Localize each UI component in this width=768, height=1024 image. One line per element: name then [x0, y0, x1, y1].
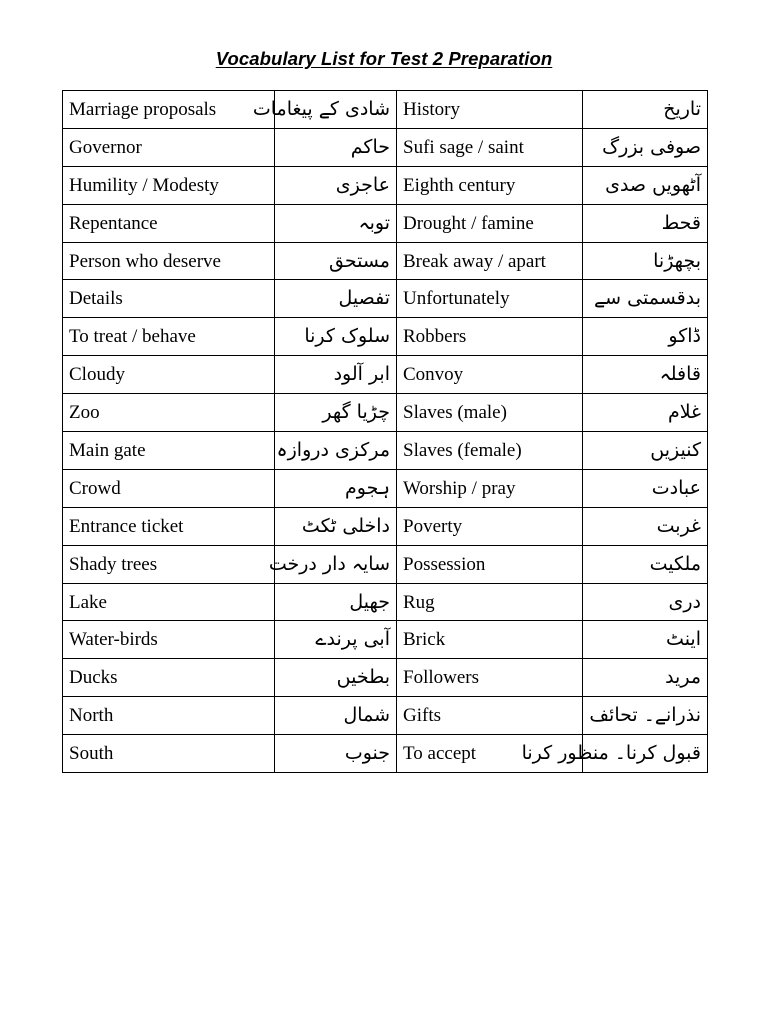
- table-row: [63, 91, 708, 129]
- urdu-word: ڈاکو: [583, 318, 708, 356]
- table-row: [63, 659, 708, 697]
- urdu-word: آٹھویں صدی: [583, 166, 708, 204]
- english-word: History: [397, 91, 583, 129]
- english-word: Ducks: [63, 659, 275, 697]
- table-row: [63, 280, 708, 318]
- english-word: Unfortunately: [397, 280, 583, 318]
- urdu-word: مستحق: [275, 242, 397, 280]
- english-word: Repentance: [63, 204, 275, 242]
- urdu-word: غربت: [583, 507, 708, 545]
- urdu-word: کنیزیں: [583, 432, 708, 470]
- english-word: Worship / pray: [397, 469, 583, 507]
- table-row: [63, 242, 708, 280]
- urdu-word: نذرانے۔ تحائف: [583, 697, 708, 735]
- urdu-word: دری: [583, 583, 708, 621]
- table-row: [63, 621, 708, 659]
- urdu-word: سایہ دار درخت: [275, 545, 397, 583]
- vocabulary-table: [62, 90, 708, 773]
- english-word: Brick: [397, 621, 583, 659]
- urdu-word: ملکیت: [583, 545, 708, 583]
- english-word: To treat / behave: [63, 318, 275, 356]
- urdu-word: تفصیل: [275, 280, 397, 318]
- english-word: North: [63, 697, 275, 735]
- urdu-word: اینٹ: [583, 621, 708, 659]
- english-word: To accept: [397, 735, 583, 773]
- urdu-word: حاکم: [275, 128, 397, 166]
- english-word: Crowd: [63, 469, 275, 507]
- english-word: Shady trees: [63, 545, 275, 583]
- english-word: South: [63, 735, 275, 773]
- table-row: [63, 356, 708, 394]
- english-word: Water-birds: [63, 621, 275, 659]
- table-row: [63, 545, 708, 583]
- urdu-word: قبول کرنا۔ منظور کرنا: [583, 735, 708, 773]
- urdu-word: داخلی ٹکٹ: [275, 507, 397, 545]
- urdu-word: قحط: [583, 204, 708, 242]
- table-row: [63, 128, 708, 166]
- urdu-word: سلوک کرنا: [275, 318, 397, 356]
- english-word: Entrance ticket: [63, 507, 275, 545]
- urdu-word: عبادت: [583, 469, 708, 507]
- urdu-word: مرید: [583, 659, 708, 697]
- english-word: Possession: [397, 545, 583, 583]
- english-word: Humility / Modesty: [63, 166, 275, 204]
- english-word: Break away / apart: [397, 242, 583, 280]
- table-row: [63, 507, 708, 545]
- english-word: Main gate: [63, 432, 275, 470]
- english-word: Eighth century: [397, 166, 583, 204]
- table-row: [63, 204, 708, 242]
- table-row: [63, 697, 708, 735]
- english-word: Slaves (female): [397, 432, 583, 470]
- urdu-word: جنوب: [275, 735, 397, 773]
- table-row: [63, 432, 708, 470]
- urdu-word: جھیل: [275, 583, 397, 621]
- english-word: Governor: [63, 128, 275, 166]
- urdu-word: شادی کے پیغامات: [275, 91, 397, 129]
- english-word: Gifts: [397, 697, 583, 735]
- page-title: Vocabulary List for Test 2 Preparation: [215, 48, 553, 69]
- english-word: Cloudy: [63, 356, 275, 394]
- table-row: [63, 583, 708, 621]
- english-word: Sufi sage / saint: [397, 128, 583, 166]
- english-word: Convoy: [397, 356, 583, 394]
- urdu-word: ہجوم: [275, 469, 397, 507]
- table-row: [63, 166, 708, 204]
- english-word: Marriage proposals: [63, 91, 275, 129]
- vocabulary-table-body: [63, 91, 708, 773]
- urdu-word: صوفی بزرگ: [583, 128, 708, 166]
- english-word: Rug: [397, 583, 583, 621]
- english-word: Slaves (male): [397, 394, 583, 432]
- english-word: Person who deserve: [63, 242, 275, 280]
- urdu-word: چڑیا گھر: [275, 394, 397, 432]
- urdu-word: قافلہ: [583, 356, 708, 394]
- urdu-word: شمال: [275, 697, 397, 735]
- table-row: [63, 735, 708, 773]
- urdu-word: ابر آلود: [275, 356, 397, 394]
- urdu-word: توبہ: [275, 204, 397, 242]
- english-word: Details: [63, 280, 275, 318]
- english-word: Robbers: [397, 318, 583, 356]
- table-row: [63, 469, 708, 507]
- english-word: Drought / famine: [397, 204, 583, 242]
- urdu-word: بچھڑنا: [583, 242, 708, 280]
- urdu-word: عاجزی: [275, 166, 397, 204]
- english-word: Poverty: [397, 507, 583, 545]
- english-word: Followers: [397, 659, 583, 697]
- urdu-word: مرکزی دروازہ: [275, 432, 397, 470]
- table-row: [63, 318, 708, 356]
- urdu-word: غلام: [583, 394, 708, 432]
- english-word: Lake: [63, 583, 275, 621]
- urdu-word: بدقسمتی سے: [583, 280, 708, 318]
- urdu-word: تاریخ: [583, 91, 708, 129]
- urdu-word: آبی پرندے: [275, 621, 397, 659]
- table-row: [63, 394, 708, 432]
- urdu-word: بطخیں: [275, 659, 397, 697]
- english-word: Zoo: [63, 394, 275, 432]
